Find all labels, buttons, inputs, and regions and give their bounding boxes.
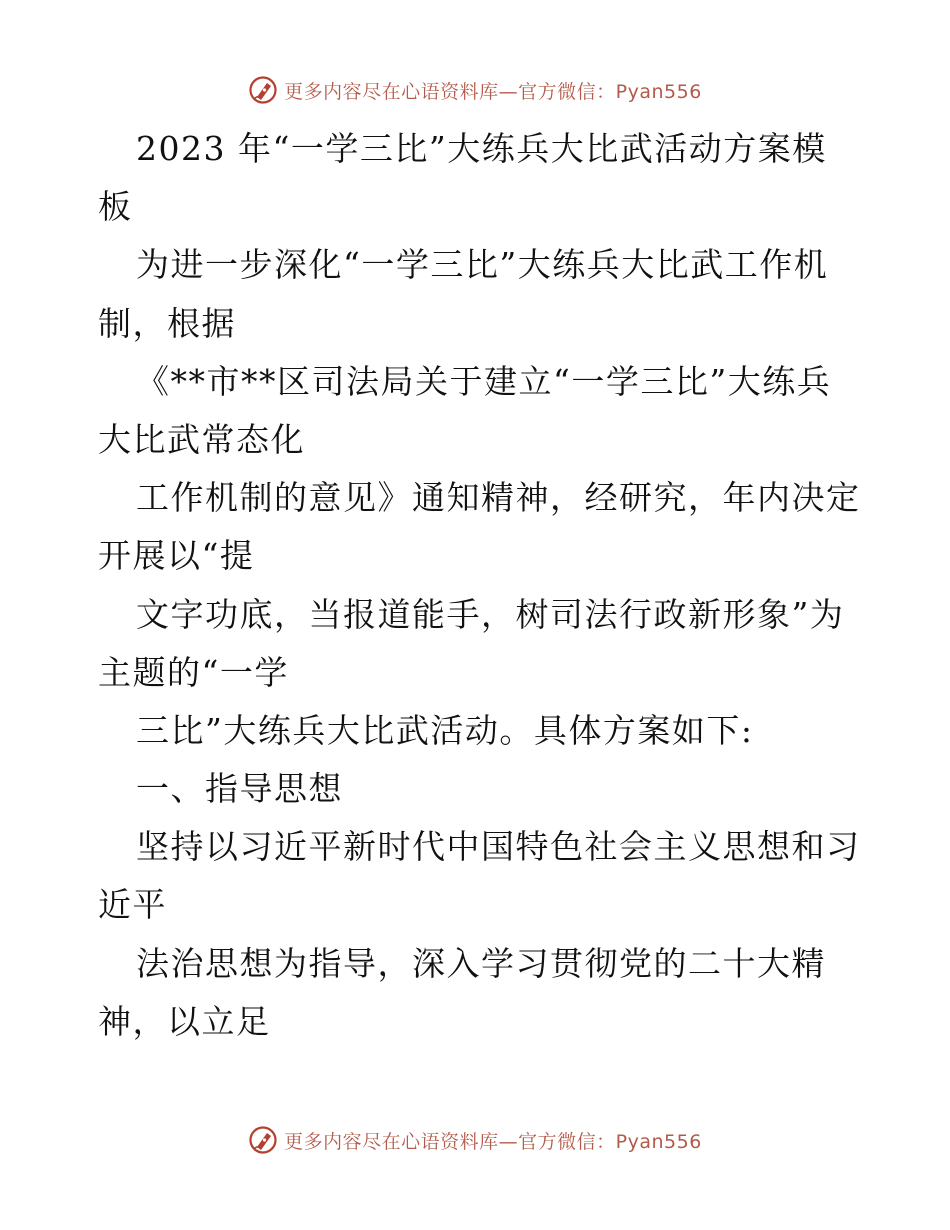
paragraph-line: 神，以立足 (98, 1001, 271, 1041)
title-line-1: 2023 年“一学三比”大练兵大比武活动方案模 (136, 129, 827, 168)
paragraph-line: 法治思想为指导，深入学习贯彻党的二十大精 (136, 943, 826, 983)
paragraph-line: 为进一步深化“一学三比”大练兵大比武工作机 (136, 245, 829, 285)
pen-nib-circle-icon (248, 1125, 278, 1155)
paragraph-line: 制，根据 (98, 303, 236, 343)
header-banner-text: 更多内容尽在心语资料库—官方微信：Pyan556 (284, 80, 702, 103)
section-heading: 一、指导思想 (136, 769, 343, 809)
title-line-2: 板 (98, 187, 133, 227)
paragraph-line: 大比武常态化 (98, 419, 305, 459)
paragraph-line: 工作机制的意见》通知精神，经研究，年内决定 (136, 478, 861, 518)
paragraph-line: 开展以“提 (98, 536, 255, 576)
pen-nib-circle-icon (248, 75, 278, 105)
footer-banner (0, 1120, 950, 1160)
paragraph-line: 《**市**区司法局关于建立“一学三比”大练兵 (136, 361, 832, 401)
document-body (98, 120, 861, 1051)
paragraph-line: 三比”大练兵大比武活动。具体方案如下: (136, 710, 754, 750)
paragraph-line: 文字功底，当报道能手，树司法行政新形象”为 (136, 594, 845, 634)
footer-banner-text: 更多内容尽在心语资料库—官方微信：Pyan556 (284, 1130, 702, 1153)
paragraph-line: 主题的“一学 (98, 652, 289, 692)
header-banner (0, 70, 950, 110)
paragraph-line: 坚持以习近平新时代中国特色社会主义思想和习 (136, 827, 861, 867)
paragraph-line: 近平 (98, 885, 167, 925)
